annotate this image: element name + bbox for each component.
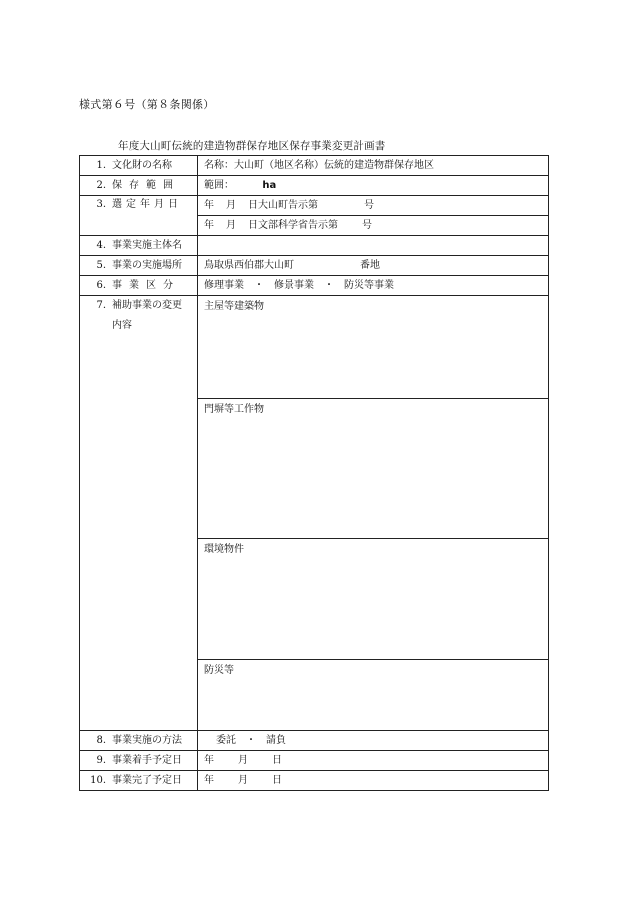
month-label: 月 bbox=[238, 754, 248, 766]
month-label: 月 bbox=[226, 219, 236, 231]
day-label: 日 bbox=[272, 774, 282, 786]
cultural-property-name-field[interactable]: 名称：大山町（地区名称）伝統的建造物群保存地区 bbox=[198, 156, 549, 176]
label-cell bbox=[80, 256, 198, 276]
lot-number-label: 番地 bbox=[360, 259, 380, 271]
label-cell bbox=[80, 751, 198, 771]
row-implementation-method bbox=[80, 731, 549, 751]
row-label: 事業の実施場所 bbox=[112, 259, 182, 271]
row-implementing-entity bbox=[80, 236, 549, 256]
label-cell bbox=[80, 771, 198, 791]
row-completion-date bbox=[80, 771, 549, 791]
row-number: 9. bbox=[96, 754, 106, 766]
row-number: 8. bbox=[96, 734, 106, 746]
main-buildings-field[interactable]: 主屋等建築物 bbox=[198, 296, 549, 399]
number-label: 号 bbox=[364, 199, 374, 211]
area-label: 範囲： bbox=[204, 179, 234, 191]
completion-date-field[interactable] bbox=[198, 771, 549, 791]
row-label: 事業完了予定日 bbox=[112, 774, 182, 786]
row-label-continuation: 内容 bbox=[112, 320, 132, 331]
disaster-prevention-field[interactable]: 防災等 bbox=[198, 660, 549, 731]
row-preservation-area bbox=[80, 176, 549, 196]
row-label: 事業実施の方法 bbox=[112, 734, 182, 746]
label-cell bbox=[80, 296, 198, 731]
start-date-field[interactable] bbox=[198, 751, 549, 771]
row-start-date bbox=[80, 751, 549, 771]
row-number: 1. bbox=[96, 159, 106, 171]
row-number: 3. bbox=[96, 199, 106, 210]
row-project-location bbox=[80, 256, 549, 276]
number-label: 号 bbox=[362, 219, 372, 231]
location-text: 鳥取県西伯郡大山町 bbox=[204, 259, 294, 271]
form-reference: 様式第６号（第８条関係） bbox=[79, 98, 215, 111]
month-label: 月 bbox=[226, 199, 236, 211]
row-label: 文化財の名称 bbox=[112, 159, 172, 171]
row-label: 事業実施主体名 bbox=[112, 239, 182, 251]
row-number: 10. bbox=[90, 774, 106, 786]
ministry-notice-label: 日文部科学省告示第 bbox=[248, 219, 338, 231]
preservation-area-field[interactable] bbox=[198, 176, 549, 196]
row-number: 7. bbox=[96, 300, 106, 311]
year-label: 年 bbox=[204, 754, 214, 766]
year-label: 年 bbox=[204, 774, 214, 786]
row-number: 6. bbox=[96, 279, 106, 291]
document-title: 年度大山町伝統的建造物群保存地区保存事業変更計画書 bbox=[118, 140, 386, 152]
row-number: 4. bbox=[96, 239, 106, 251]
row-number: 5. bbox=[96, 259, 106, 271]
application-form-table bbox=[79, 155, 549, 791]
row-change-details-buildings bbox=[80, 296, 549, 399]
year-label: 年 bbox=[204, 199, 214, 211]
label-cell bbox=[80, 731, 198, 751]
year-label: 年 bbox=[204, 219, 214, 231]
town-notice-label: 日大山町告示第 bbox=[248, 199, 318, 211]
town-notice-date-field[interactable] bbox=[198, 196, 549, 216]
label-cell bbox=[80, 276, 198, 296]
day-label: 日 bbox=[272, 754, 282, 766]
row-selection-date-1 bbox=[80, 196, 549, 216]
project-location-field[interactable] bbox=[198, 256, 549, 276]
project-category-options[interactable]: 修理事業 ・ 修景事業 ・ 防災等事業 bbox=[198, 276, 549, 296]
gates-fences-field[interactable]: 門塀等工作物 bbox=[198, 399, 549, 539]
row-number: 2. bbox=[96, 179, 106, 191]
month-label: 月 bbox=[238, 774, 248, 786]
row-label: 選定年月日 bbox=[112, 199, 182, 210]
row-cultural-property-name bbox=[80, 156, 549, 176]
row-label: 保存範囲 bbox=[112, 179, 180, 191]
row-label: 補助事業の変更 bbox=[112, 300, 182, 311]
implementing-entity-field[interactable] bbox=[198, 236, 549, 256]
label-cell bbox=[80, 236, 198, 256]
label-cell bbox=[80, 176, 198, 196]
ministry-notice-date-field[interactable] bbox=[198, 216, 549, 236]
label-cell bbox=[80, 196, 198, 236]
implementation-method-options[interactable]: 委託 ・ 請負 bbox=[198, 731, 549, 751]
label-cell bbox=[80, 156, 198, 176]
row-project-category bbox=[80, 276, 549, 296]
row-label: 事業着手予定日 bbox=[112, 754, 182, 766]
environmental-items-field[interactable]: 環境物件 bbox=[198, 539, 549, 660]
area-unit: ha bbox=[262, 179, 277, 191]
row-label: 事業区分 bbox=[112, 279, 180, 291]
